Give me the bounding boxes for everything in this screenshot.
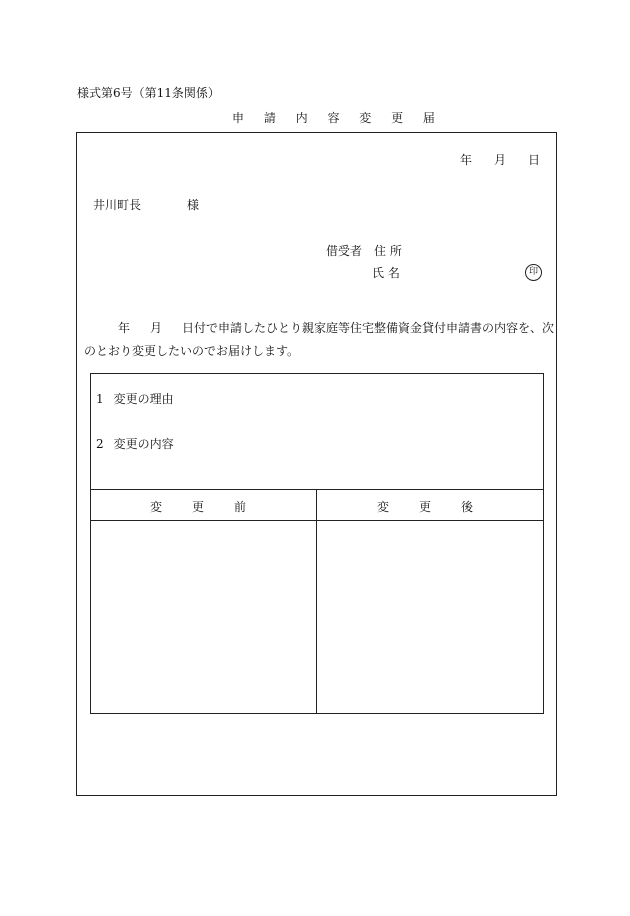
borrower-role: 借受者 xyxy=(326,244,363,258)
date-year: 年 xyxy=(459,153,472,167)
body-text-line-2: のとおり変更したいのでお届けします。 xyxy=(84,344,300,358)
item-reason xyxy=(96,390,174,407)
address-label: 住 所 xyxy=(374,244,402,258)
body-text-line-1 xyxy=(118,319,554,336)
date-line xyxy=(438,151,540,168)
addressee-honorific: 様 xyxy=(187,198,200,212)
change-table-frame xyxy=(90,373,544,714)
date-month: 月 xyxy=(493,153,506,167)
after-column-header: 変更後 xyxy=(377,500,504,514)
table-column-divider xyxy=(316,489,317,714)
item-number: 2 xyxy=(96,437,104,451)
body-line1-rest: 日付で申請したひとり親家庭等住宅整備資金貸付申請書の内容を、次 xyxy=(182,321,555,335)
before-column-header: 変更前 xyxy=(150,500,277,514)
borrower-address-row xyxy=(326,242,402,259)
table-header-bottom-rule xyxy=(90,520,544,521)
item-label: 変更の理由 xyxy=(113,392,174,406)
addressee xyxy=(93,196,199,213)
name-label: 氏 名 xyxy=(372,266,400,280)
addressee-name: 井川町長 xyxy=(93,198,142,212)
item-content xyxy=(96,435,174,452)
body-year: 年 xyxy=(118,321,131,335)
document-title: 申 請 内 容 変 更 届 xyxy=(232,111,443,125)
table-header-top-rule xyxy=(90,489,544,490)
date-day: 日 xyxy=(527,153,540,167)
body-month: 月 xyxy=(150,321,163,335)
item-label: 変更の内容 xyxy=(113,437,174,451)
item-number: 1 xyxy=(96,392,104,406)
form-number-label: 様式第6号（第11条関係） xyxy=(77,86,220,100)
seal-mark: 印 xyxy=(525,264,542,281)
